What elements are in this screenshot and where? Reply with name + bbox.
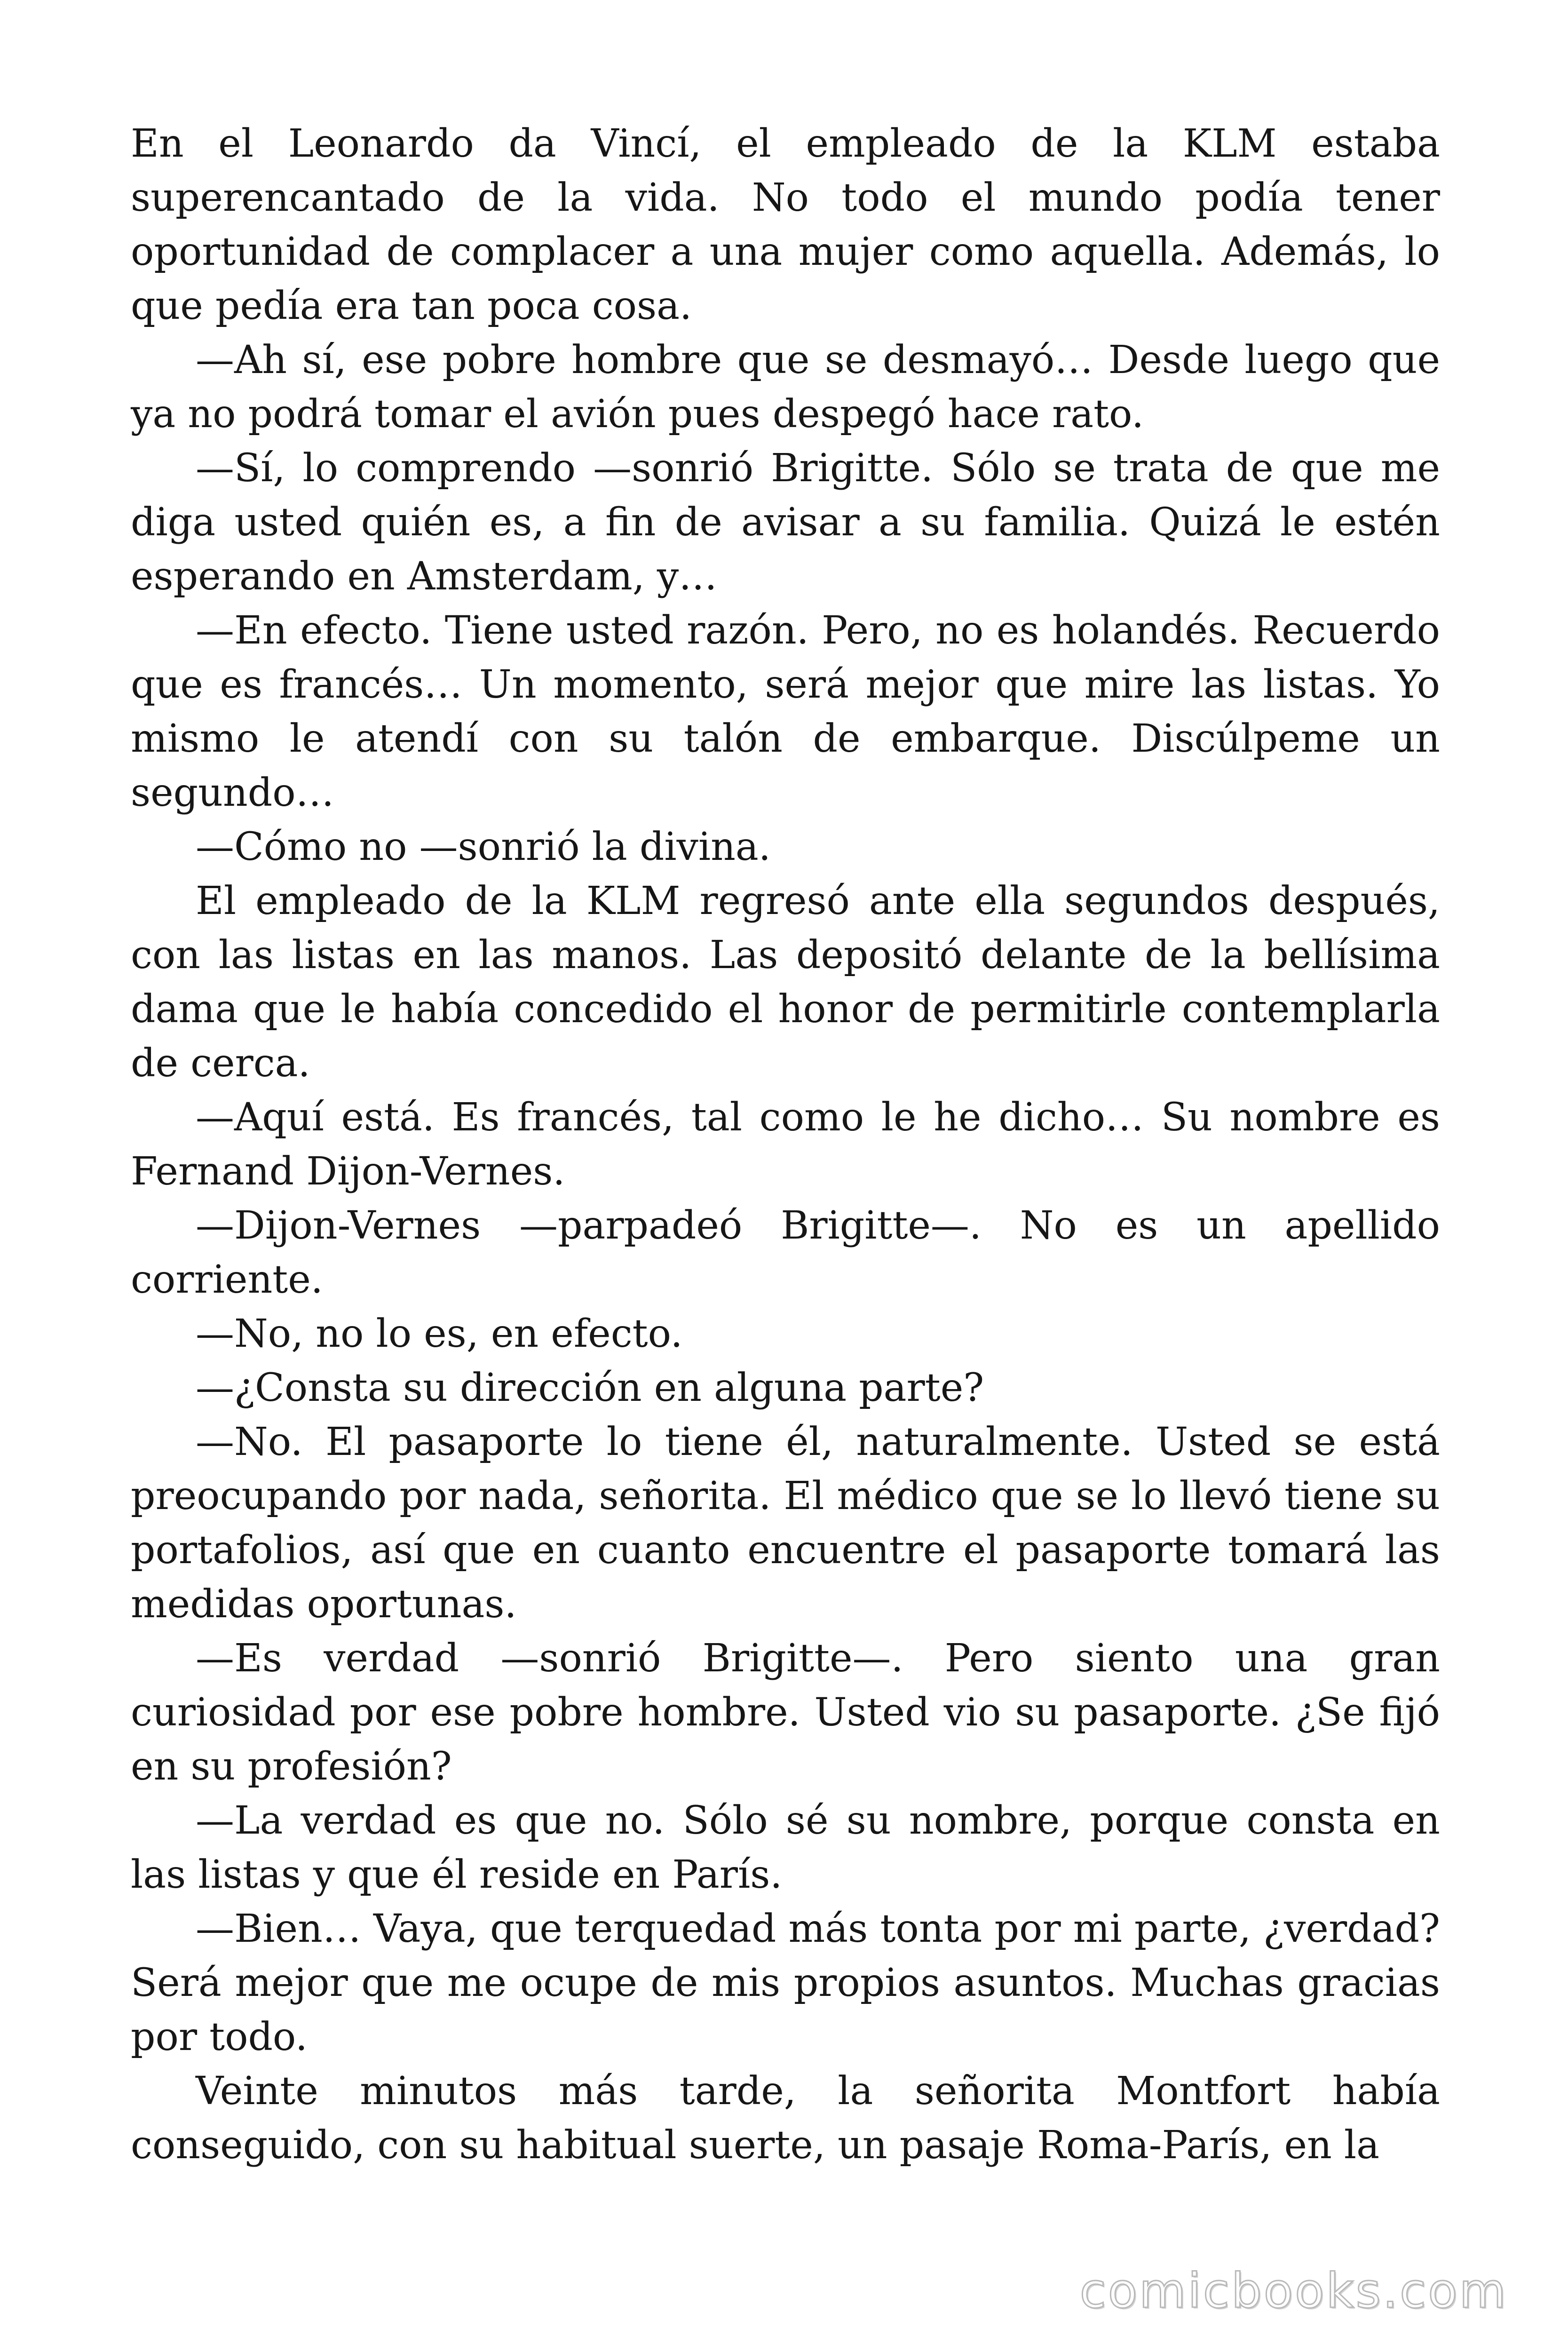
paragraph-10: —¿Consta su dirección en alguna parte? [196,1366,984,1410]
paragraph-4: —En efecto. Tiene usted razón. Pero, no es holandés. Recuerdo que es francés… Un momento, será mejor que mire las listas. Yo mismo le atendí con su talón de embarque. Discúlpeme un segundo… [131,608,1440,815]
paragraph-11: —No. El pasaporte lo tiene él, naturalmente. Usted se está preocupando por nada, señorita. El médico que se lo llevó tiene su portafolios, así que en cuanto encuentre el pasaporte tomará las medidas oportunas. [131,1420,1440,1627]
paragraph-8: —Dijon-Vernes —parpadeó Brigitte—. No es un apellido corriente. [131,1203,1440,1302]
paragraph-6: El empleado de la KLM regresó ante ella segundos después, con las listas en las manos. Las depositó delante de la bellísima dama que le había concedido el honor de permitirle contemplarla de cerca. [131,879,1440,1086]
paragraph-7: —Aquí está. Es francés, tal como le he dicho… Su nombre es Fernand Dijon-Vernes. [131,1095,1440,1194]
watermark: comicbooks.com [1079,2263,1508,2319]
paragraph-3: —Sí, lo comprendo —sonrió Brigitte. Sólo se trata de que me diga usted quién es, a fin de avisar a su familia. Quizá le estén esperando en Amsterdam, y… [131,446,1440,599]
paragraph-15: Veinte minutos más tarde, la señorita Montfort había conseguido, con su habitual suerte, un pasaje Roma-París, en la [131,2069,1440,2168]
paragraph-14: —Bien… Vaya, que terquedad más tonta por mi parte, ¿verdad? Será mejor que me ocupe de mis propios asuntos. Muchas gracias por todo. [131,1907,1440,2059]
paragraph-12: —Es verdad —sonrió Brigitte—. Pero siento una gran curiosidad por ese pobre hombre. Usted vio su pasaporte. ¿Se fijó en su profesión? [131,1636,1440,1789]
paragraph-2: —Ah sí, ese pobre hombre que se desmayó… Desde luego que ya no podrá tomar el avión pues despegó hace rato. [131,338,1440,437]
paragraph-1: En el Leonardo da Vincí, el empleado de la KLM estaba superencantado de la vida. No todo el mundo podía tener oportunidad de complacer a una mujer como aquella. Además, lo que pedía era tan poca cosa. [131,121,1440,328]
page-body [131,117,1440,2172]
paragraph-9: —No, no lo es, en efecto. [196,1311,683,1356]
paragraph-13: —La verdad es que no. Sólo sé su nombre, porque consta en las listas y que él reside en París. [131,1798,1440,1897]
paragraph-5: —Cómo no —sonrió la divina. [196,825,771,869]
